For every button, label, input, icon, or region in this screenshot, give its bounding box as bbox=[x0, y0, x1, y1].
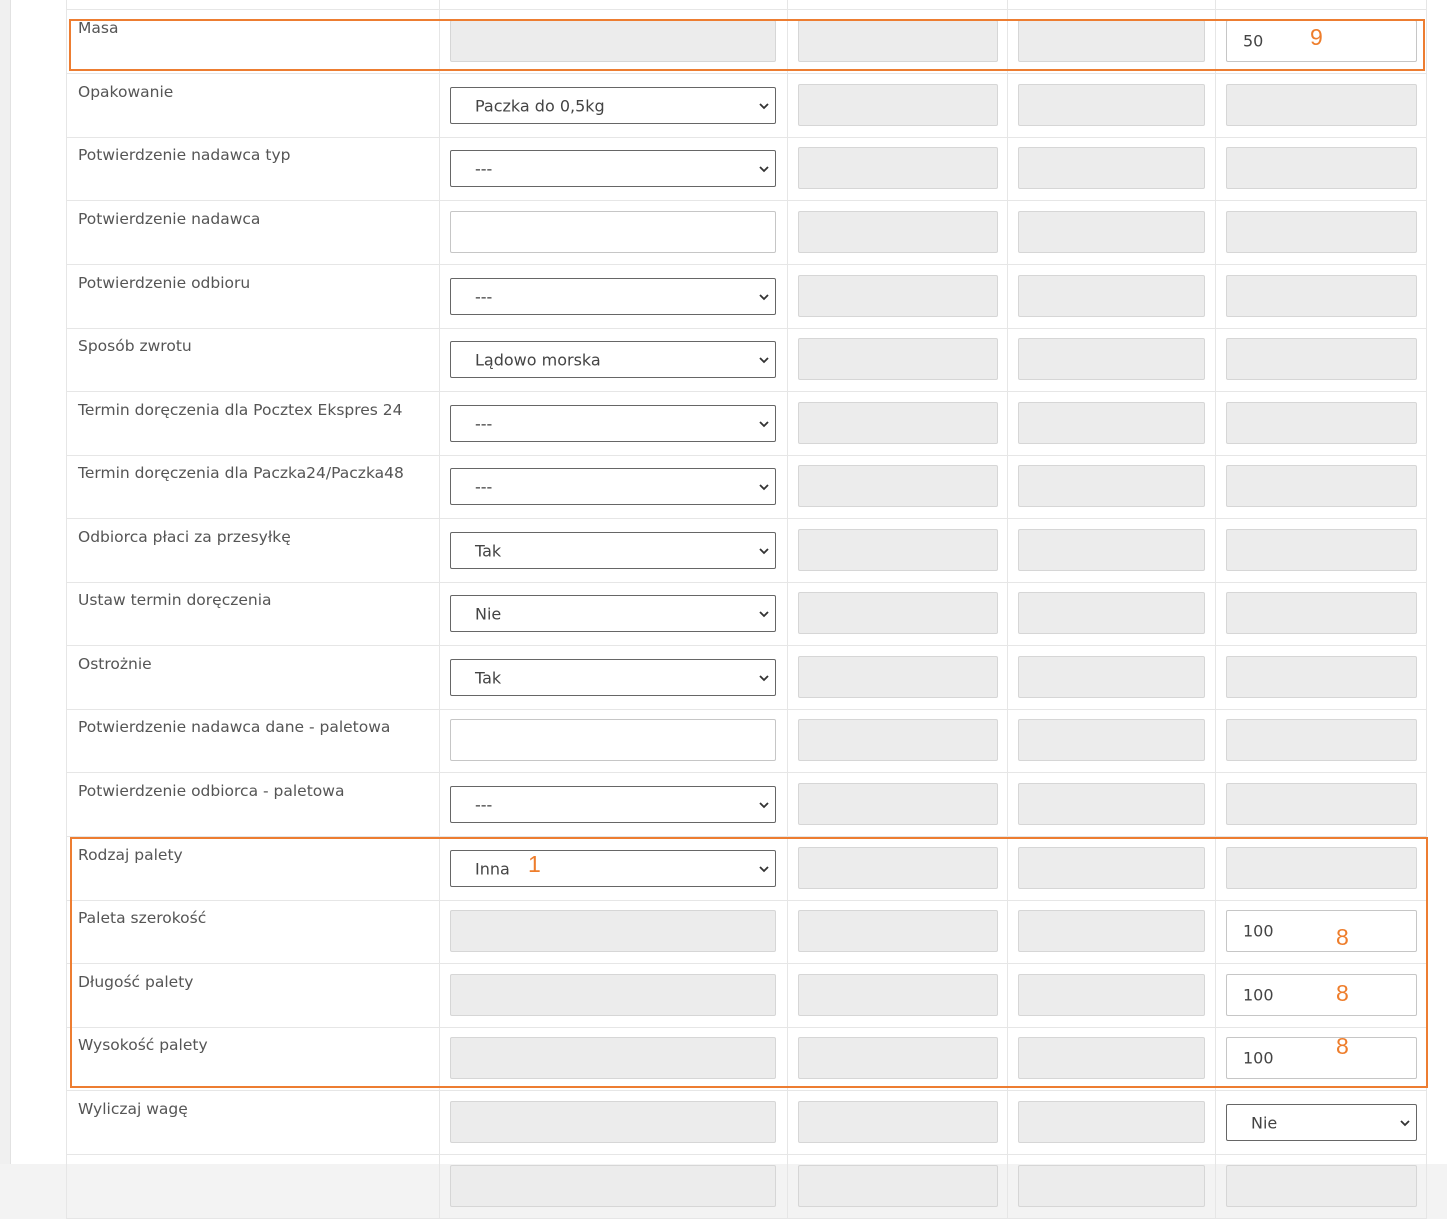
table-row-termin-doreczenia-dla-paczka24-paczka48 bbox=[66, 455, 1427, 519]
table-cell bbox=[439, 74, 787, 137]
table-cell bbox=[1007, 392, 1215, 455]
paleta-szerokosc-input[interactable] bbox=[1226, 910, 1417, 952]
field-label: Długość palety bbox=[78, 973, 194, 991]
label-cell bbox=[66, 646, 439, 709]
label-cell bbox=[66, 1091, 439, 1154]
termin-doreczenia-dla-paczka24-paczka48-disabled-input bbox=[798, 465, 998, 507]
table-cell bbox=[1215, 964, 1427, 1027]
field-label: Potwierdzenie odbioru bbox=[78, 274, 251, 292]
table-cell bbox=[1215, 900, 1427, 963]
label-cell bbox=[66, 709, 439, 772]
table-cell bbox=[787, 201, 1007, 264]
row-disabled-input bbox=[798, 1165, 998, 1207]
table-cell bbox=[439, 900, 787, 963]
rodzaj-palety-select[interactable] bbox=[450, 850, 776, 887]
rodzaj-palety-disabled-input bbox=[798, 847, 998, 889]
potwierdzenie-odbioru-disabled-input bbox=[798, 275, 998, 317]
table-row-termin-doreczenia-dla-pocztex-ekspres-24 bbox=[66, 392, 1427, 456]
table-cell bbox=[439, 265, 787, 328]
label-cell bbox=[66, 1027, 439, 1090]
label-cell bbox=[66, 1155, 439, 1218]
chevron-down-icon bbox=[758, 545, 770, 557]
wysokosc-palety-disabled-input bbox=[1018, 1037, 1205, 1079]
table-cell bbox=[1215, 0, 1427, 9]
masa-disabled-input bbox=[1018, 20, 1205, 62]
chevron-down-icon bbox=[758, 354, 770, 366]
table-cell bbox=[1215, 392, 1427, 455]
selected-value: --- bbox=[475, 159, 493, 178]
table-cell bbox=[787, 519, 1007, 582]
chevron-down-icon bbox=[758, 672, 770, 684]
field-label: Sposób zwrotu bbox=[78, 337, 192, 355]
table-cell bbox=[1215, 646, 1427, 709]
termin-doreczenia-dla-pocztex-ekspres-24-disabled-input bbox=[798, 402, 998, 444]
rodzaj-palety-disabled-input bbox=[1226, 847, 1417, 889]
table-row-wysokosc-palety bbox=[66, 1027, 1427, 1091]
table-cell bbox=[1007, 1091, 1215, 1154]
table-cell bbox=[1007, 900, 1215, 963]
row-disabled-input bbox=[450, 1165, 776, 1207]
table-cell bbox=[787, 1027, 1007, 1090]
potwierdzenie-nadawca-typ-disabled-input bbox=[1226, 147, 1417, 189]
table-row-wyliczaj-wage bbox=[66, 1091, 1427, 1155]
potwierdzenie-nadawca-typ-disabled-input bbox=[798, 147, 998, 189]
table-cell bbox=[1007, 0, 1215, 9]
label-cell bbox=[66, 10, 439, 73]
table-cell bbox=[787, 74, 1007, 137]
ustaw-termin-doreczenia-select[interactable] bbox=[450, 595, 776, 632]
table-cell bbox=[439, 773, 787, 836]
field-label: Termin doręczenia dla Pocztex Ekspres 24 bbox=[78, 401, 403, 419]
table-cell bbox=[787, 328, 1007, 391]
table-cell bbox=[1007, 137, 1215, 200]
potwierdzenie-nadawca-disabled-input bbox=[1018, 211, 1205, 253]
termin-doreczenia-dla-pocztex-ekspres-24-disabled-input bbox=[1018, 402, 1205, 444]
potwierdzenie-nadawca-typ-disabled-input bbox=[1018, 147, 1205, 189]
sposob-zwrotu-select[interactable] bbox=[450, 341, 776, 378]
chevron-down-icon bbox=[758, 418, 770, 430]
dlugosc-palety-disabled-input bbox=[798, 974, 998, 1016]
wyliczaj-wage-select[interactable] bbox=[1226, 1104, 1417, 1141]
table-cell bbox=[1007, 455, 1215, 518]
table-row-potwierdzenie-odbiorca-paletowa bbox=[66, 773, 1427, 837]
table-row-partial bbox=[66, 0, 1427, 10]
table-cell bbox=[1215, 773, 1427, 836]
potwierdzenie-odbiorca-paletowa-select[interactable] bbox=[450, 786, 776, 823]
termin-doreczenia-dla-paczka24-paczka48-select[interactable] bbox=[450, 468, 776, 505]
potwierdzenie-odbiorca-paletowa-disabled-input bbox=[1018, 783, 1205, 825]
potwierdzenie-nadawca-typ-select[interactable] bbox=[450, 150, 776, 187]
table-cell bbox=[1215, 74, 1427, 137]
table-cell bbox=[439, 1027, 787, 1090]
table-cell bbox=[1007, 201, 1215, 264]
potwierdzenie-odbiorca-paletowa-disabled-input bbox=[798, 783, 998, 825]
ustaw-termin-doreczenia-disabled-input bbox=[1018, 592, 1205, 634]
step-number-annotation: 1 bbox=[528, 851, 541, 877]
wysokosc-palety-disabled-input bbox=[798, 1037, 998, 1079]
field-label: Opakowanie bbox=[78, 83, 174, 101]
potwierdzenie-odbioru-select[interactable] bbox=[450, 278, 776, 315]
odbiorca-placi-za-przesylke-disabled-input bbox=[1018, 529, 1205, 571]
input-value: 100 bbox=[1243, 921, 1274, 941]
table-cell bbox=[787, 1155, 1007, 1218]
table-cell bbox=[1007, 964, 1215, 1027]
label-cell bbox=[66, 392, 439, 455]
potwierdzenie-odbioru-disabled-input bbox=[1226, 275, 1417, 317]
wysokosc-palety-input[interactable] bbox=[1226, 1033, 1417, 1079]
potwierdzenie-nadawca-dane-paletowa-disabled-input bbox=[1018, 719, 1205, 761]
table-cell bbox=[787, 10, 1007, 73]
row-disabled-input bbox=[1018, 1165, 1205, 1207]
chevron-down-icon bbox=[758, 100, 770, 112]
table-cell bbox=[439, 646, 787, 709]
table-cell bbox=[1007, 519, 1215, 582]
selected-value: Tak bbox=[475, 668, 502, 687]
dlugosc-palety-input[interactable] bbox=[1226, 974, 1417, 1016]
label-cell bbox=[66, 201, 439, 264]
chevron-down-icon bbox=[758, 799, 770, 811]
table-cell bbox=[787, 773, 1007, 836]
selected-value: Nie bbox=[475, 604, 502, 623]
table-cell bbox=[1007, 265, 1215, 328]
table-cell bbox=[439, 10, 787, 73]
ostroznie-disabled-input bbox=[798, 656, 998, 698]
table-cell bbox=[1215, 837, 1427, 900]
table-cell bbox=[787, 392, 1007, 455]
table-row-sposob-zwrotu bbox=[66, 328, 1427, 392]
label-cell bbox=[66, 773, 439, 836]
table-cell bbox=[787, 265, 1007, 328]
paleta-szerokosc-disabled-input bbox=[798, 910, 998, 952]
chevron-down-icon bbox=[1399, 1117, 1411, 1129]
potwierdzenie-nadawca-dane-paletowa-disabled-input bbox=[1226, 719, 1417, 761]
potwierdzenie-odbioru-disabled-input bbox=[1018, 275, 1205, 317]
dlugosc-palety-disabled-input bbox=[1018, 974, 1205, 1016]
selected-value: --- bbox=[475, 414, 493, 433]
table-cell bbox=[439, 455, 787, 518]
sposob-zwrotu-disabled-input bbox=[798, 338, 998, 380]
table-row-potwierdzenie-odbioru bbox=[66, 265, 1427, 329]
table-cell bbox=[787, 582, 1007, 645]
table-row-potwierdzenie-nadawca-dane-paletowa bbox=[66, 709, 1427, 773]
field-label: Termin doręczenia dla Paczka24/Paczka48 bbox=[78, 464, 404, 482]
table-row-ustaw-termin-doreczenia bbox=[66, 582, 1427, 646]
table-cell bbox=[1215, 265, 1427, 328]
selected-value: Tak bbox=[475, 541, 502, 560]
opakowanie-select[interactable] bbox=[450, 87, 776, 124]
input-value: 100 bbox=[1243, 1048, 1274, 1068]
selected-value: Lądowo morska bbox=[475, 350, 601, 369]
label-cell bbox=[66, 964, 439, 1027]
rodzaj-palety-disabled-input bbox=[1018, 847, 1205, 889]
table-cell bbox=[439, 328, 787, 391]
selected-value: --- bbox=[475, 795, 493, 814]
table-cell bbox=[1215, 519, 1427, 582]
paleta-szerokosc-disabled-input bbox=[1018, 910, 1205, 952]
potwierdzenie-nadawca-disabled-input bbox=[1226, 211, 1417, 253]
termin-doreczenia-dla-pocztex-ekspres-24-select[interactable] bbox=[450, 405, 776, 442]
field-label: Potwierdzenie nadawca bbox=[78, 210, 261, 228]
selected-value: --- bbox=[475, 477, 493, 496]
selected-value: Inna bbox=[475, 859, 510, 878]
table-cell bbox=[1215, 709, 1427, 772]
label-cell bbox=[66, 837, 439, 900]
table-row-masa bbox=[66, 10, 1427, 74]
table-cell bbox=[1215, 1027, 1427, 1090]
table-cell bbox=[787, 837, 1007, 900]
wysokosc-palety-disabled-input bbox=[450, 1037, 776, 1079]
table-cell bbox=[66, 0, 439, 9]
ustaw-termin-doreczenia-disabled-input bbox=[798, 592, 998, 634]
table-cell bbox=[439, 1155, 787, 1218]
ustaw-termin-doreczenia-disabled-input bbox=[1226, 592, 1417, 634]
table-cell bbox=[1215, 201, 1427, 264]
selected-value: --- bbox=[475, 287, 493, 306]
table-cell bbox=[787, 137, 1007, 200]
field-label: Masa bbox=[78, 19, 119, 37]
table-row-potwierdzenie-nadawca-typ bbox=[66, 137, 1427, 201]
odbiorca-placi-za-przesylke-select[interactable] bbox=[450, 532, 776, 569]
potwierdzenie-nadawca-disabled-input bbox=[798, 211, 998, 253]
table-cell bbox=[787, 0, 1007, 9]
label-cell bbox=[66, 74, 439, 137]
termin-doreczenia-dla-paczka24-paczka48-disabled-input bbox=[1226, 465, 1417, 507]
opakowanie-disabled-input bbox=[1018, 84, 1205, 126]
sposob-zwrotu-disabled-input bbox=[1226, 338, 1417, 380]
ostroznie-select[interactable] bbox=[450, 659, 776, 696]
table-cell bbox=[439, 519, 787, 582]
table-cell bbox=[787, 709, 1007, 772]
table-cell bbox=[787, 455, 1007, 518]
table-cell bbox=[439, 201, 787, 264]
chevron-down-icon bbox=[758, 863, 770, 875]
wyliczaj-wage-disabled-input bbox=[450, 1101, 776, 1143]
label-cell bbox=[66, 455, 439, 518]
table-row-ostroznie bbox=[66, 646, 1427, 710]
potwierdzenie-nadawca-dane-paletowa-input[interactable] bbox=[450, 719, 776, 761]
step-number-annotation: 8 bbox=[1336, 980, 1349, 1006]
potwierdzenie-nadawca-input[interactable] bbox=[450, 211, 776, 253]
table-cell bbox=[439, 1091, 787, 1154]
table-cell bbox=[439, 709, 787, 772]
table-cell bbox=[1007, 74, 1215, 137]
selected-value: Paczka do 0,5kg bbox=[475, 96, 605, 115]
field-label: Odbiorca płaci za przesyłkę bbox=[78, 528, 291, 546]
opakowanie-disabled-input bbox=[798, 84, 998, 126]
label-cell bbox=[66, 328, 439, 391]
table-cell bbox=[787, 900, 1007, 963]
potwierdzenie-odbiorca-paletowa-disabled-input bbox=[1226, 783, 1417, 825]
termin-doreczenia-dla-pocztex-ekspres-24-disabled-input bbox=[1226, 402, 1417, 444]
table-row-potwierdzenie-nadawca bbox=[66, 201, 1427, 265]
label-cell bbox=[66, 519, 439, 582]
table-cell bbox=[439, 392, 787, 455]
wyliczaj-wage-disabled-input bbox=[798, 1101, 998, 1143]
table-cell bbox=[787, 964, 1007, 1027]
label-cell bbox=[66, 137, 439, 200]
table-row-paleta-szerokosc bbox=[66, 900, 1427, 964]
chevron-down-icon bbox=[758, 163, 770, 175]
table-cell bbox=[1007, 646, 1215, 709]
table-cell bbox=[1007, 773, 1215, 836]
chevron-down-icon bbox=[758, 481, 770, 493]
table-cell bbox=[1215, 10, 1427, 73]
table-cell bbox=[1007, 837, 1215, 900]
table-cell bbox=[1215, 1155, 1427, 1218]
field-label: Paleta szerokość bbox=[78, 909, 207, 927]
odbiorca-placi-za-przesylke-disabled-input bbox=[798, 529, 998, 571]
label-cell bbox=[66, 900, 439, 963]
paleta-szerokosc-disabled-input bbox=[450, 910, 776, 952]
field-label: Potwierdzenie nadawca dane - paletowa bbox=[78, 718, 391, 736]
table-cell bbox=[1215, 582, 1427, 645]
table-cell bbox=[1215, 328, 1427, 391]
table-cell bbox=[1007, 709, 1215, 772]
selected-value: Nie bbox=[1251, 1113, 1278, 1132]
field-label: Rodzaj palety bbox=[78, 846, 183, 864]
step-number-annotation: 8 bbox=[1336, 924, 1349, 950]
input-value: 100 bbox=[1243, 985, 1274, 1005]
field-label: Ustaw termin doręczenia bbox=[78, 591, 272, 609]
table-cell bbox=[1215, 455, 1427, 518]
ostroznie-disabled-input bbox=[1018, 656, 1205, 698]
table-cell bbox=[439, 137, 787, 200]
table-cell bbox=[1215, 137, 1427, 200]
masa-disabled-input bbox=[798, 20, 998, 62]
table-cell bbox=[1007, 1027, 1215, 1090]
table-row-opakowanie bbox=[66, 74, 1427, 138]
table-cell bbox=[1007, 1155, 1215, 1218]
table-cell bbox=[439, 582, 787, 645]
potwierdzenie-nadawca-dane-paletowa-disabled-input bbox=[798, 719, 998, 761]
field-label: Potwierdzenie nadawca typ bbox=[78, 146, 291, 164]
table-cell bbox=[439, 964, 787, 1027]
field-label: Potwierdzenie odbiorca - paletowa bbox=[78, 782, 345, 800]
wyliczaj-wage-disabled-input bbox=[1018, 1101, 1205, 1143]
chevron-down-icon bbox=[758, 608, 770, 620]
odbiorca-placi-za-przesylke-disabled-input bbox=[1226, 529, 1417, 571]
input-value: 50 bbox=[1243, 31, 1264, 51]
table-cell bbox=[787, 646, 1007, 709]
table-cell bbox=[1007, 10, 1215, 73]
ostroznie-disabled-input bbox=[1226, 656, 1417, 698]
table-cell bbox=[1007, 328, 1215, 391]
table-cell bbox=[439, 837, 787, 900]
table-row-rodzaj-palety bbox=[66, 837, 1427, 901]
field-label: Wyliczaj wagę bbox=[78, 1100, 188, 1118]
table-row-odbiorca-placi-za-przesylke bbox=[66, 519, 1427, 583]
table-cell bbox=[439, 0, 787, 9]
step-number-annotation: 8 bbox=[1336, 1033, 1349, 1059]
table-cell bbox=[787, 1091, 1007, 1154]
table-row-row bbox=[66, 1155, 1427, 1219]
dlugosc-palety-disabled-input bbox=[450, 974, 776, 1016]
table-row-dlugosc-palety bbox=[66, 964, 1427, 1028]
field-label: Wysokość palety bbox=[78, 1036, 208, 1054]
step-number-annotation: 9 bbox=[1310, 24, 1323, 50]
termin-doreczenia-dla-paczka24-paczka48-disabled-input bbox=[1018, 465, 1205, 507]
opakowanie-disabled-input bbox=[1226, 84, 1417, 126]
row-disabled-input bbox=[1226, 1165, 1417, 1207]
label-cell bbox=[66, 582, 439, 645]
chevron-down-icon bbox=[758, 291, 770, 303]
label-cell bbox=[66, 265, 439, 328]
sposob-zwrotu-disabled-input bbox=[1018, 338, 1205, 380]
table-cell bbox=[1007, 582, 1215, 645]
table-cell bbox=[1215, 1091, 1427, 1154]
field-label: Ostrożnie bbox=[78, 655, 152, 673]
masa-disabled-input bbox=[450, 20, 776, 62]
